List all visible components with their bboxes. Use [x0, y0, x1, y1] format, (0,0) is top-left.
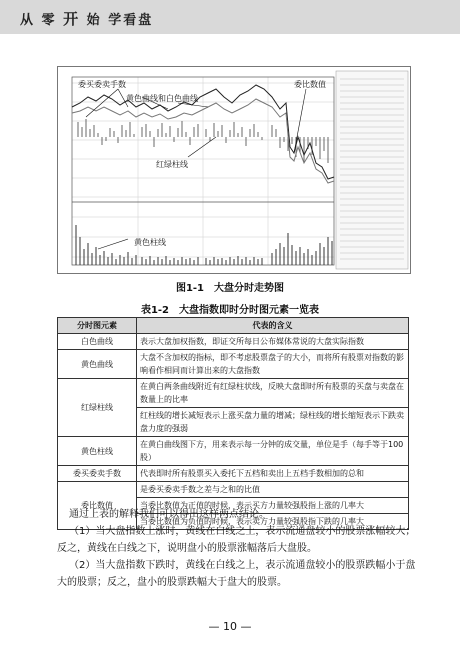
meaning-cell: 红柱线的增长减短表示上涨买盘力量的增减；绿柱线的增长缩短表示下跌卖盘力度的强弱: [137, 408, 409, 437]
element-cell: 委买委卖手数: [58, 466, 137, 482]
page-header: [0, 0, 460, 34]
meaning-cell: 在黄白两条曲线附近有红绿柱状线，反映大盘即时所有股票的买盘与卖盘在数量上的比率: [137, 379, 409, 408]
element-cell: 黄色曲线: [58, 350, 137, 379]
callout-order-ratio: 委买委卖手数: [78, 80, 126, 89]
title-char: 零: [41, 13, 57, 28]
intro-paragraph: 通过上表的解释我们可以得出这样两点结论。: [69, 509, 269, 520]
intraday-chart-image: [57, 66, 411, 274]
col-header-element: 分时图元素: [58, 318, 137, 334]
figure-caption: 图1-1 大盘分时走势图: [175, 283, 285, 294]
table-row: [58, 334, 409, 350]
title-char: 学: [108, 13, 124, 28]
callout-commission-ratio: 委比数值: [294, 80, 326, 89]
table-row: [58, 437, 409, 466]
conclusion-2-paragraph: （2）当大盘指数下跌时，黄线在白线之上，表示流通盘较小的股票跌幅小于盘大的股票；反之，盘小的股票跌幅大于盘大的股票。: [57, 560, 416, 588]
page-number: — 10 —: [208, 620, 252, 633]
table-row: [58, 482, 409, 498]
element-cell: 白色曲线: [58, 334, 137, 350]
table-caption: 表1-2 大盘指数即时分时图元素一览表: [140, 305, 320, 316]
table-row: [58, 350, 409, 379]
book-title: [20, 8, 153, 29]
title-char: 从: [20, 13, 36, 28]
callout-red-green: 红绿柱线: [156, 160, 188, 169]
callout-volume: 黄色柱线: [134, 238, 166, 247]
title-char: 始: [86, 13, 102, 28]
title-char: 开: [63, 10, 81, 28]
conclusion-1-paragraph: （1）当大盘指数上涨时，黄线在白线之上，表示流通盘较小的股票涨幅较大；反之，黄线在白线之下，说明盘小的股票涨幅落后大盘股。: [57, 526, 416, 554]
element-cell: 黄色柱线: [58, 437, 137, 466]
meaning-cell: 表示大盘加权指数，即证交所每日公布媒体常说的大盘实际指数: [137, 334, 409, 350]
element-cell: 红绿柱线: [58, 379, 137, 437]
quote-panel: [336, 71, 408, 269]
element-table: [57, 317, 409, 530]
chart-drawing: [58, 67, 410, 273]
meaning-cell: 大盘不含加权的指标，即不考虑股票盘子的大小，而将所有股票对指数的影响看作相同而计算出来的大盘指数: [137, 350, 409, 379]
meaning-cell: 在黄白曲线图下方，用来表示每一分钟的成交量，单位是手（每手等于100股）: [137, 437, 409, 466]
title-char: 看盘: [123, 13, 154, 28]
table-row: [58, 466, 409, 482]
table-row: [58, 379, 409, 408]
element-cell: 委比数值: [58, 482, 137, 530]
meaning-cell: 当委比数值为正值的时候，表示买方力量较强股指上涨的几率大: [137, 498, 409, 514]
table-header-row: [58, 318, 409, 334]
meaning-cell: 代表即时所有股票买入委托下五档和卖出上五档手数相加的总和: [137, 466, 409, 482]
col-header-meaning: 代表的含义: [137, 318, 409, 334]
callout-yellow-white: 黄色曲线和白色曲线: [126, 94, 198, 103]
meaning-cell: 是委买委卖手数之差与之和的比值: [137, 482, 409, 498]
meaning-cell: 当委比数值为负值的时候，表示卖方力量较强股指下跌的几率大: [137, 514, 409, 530]
